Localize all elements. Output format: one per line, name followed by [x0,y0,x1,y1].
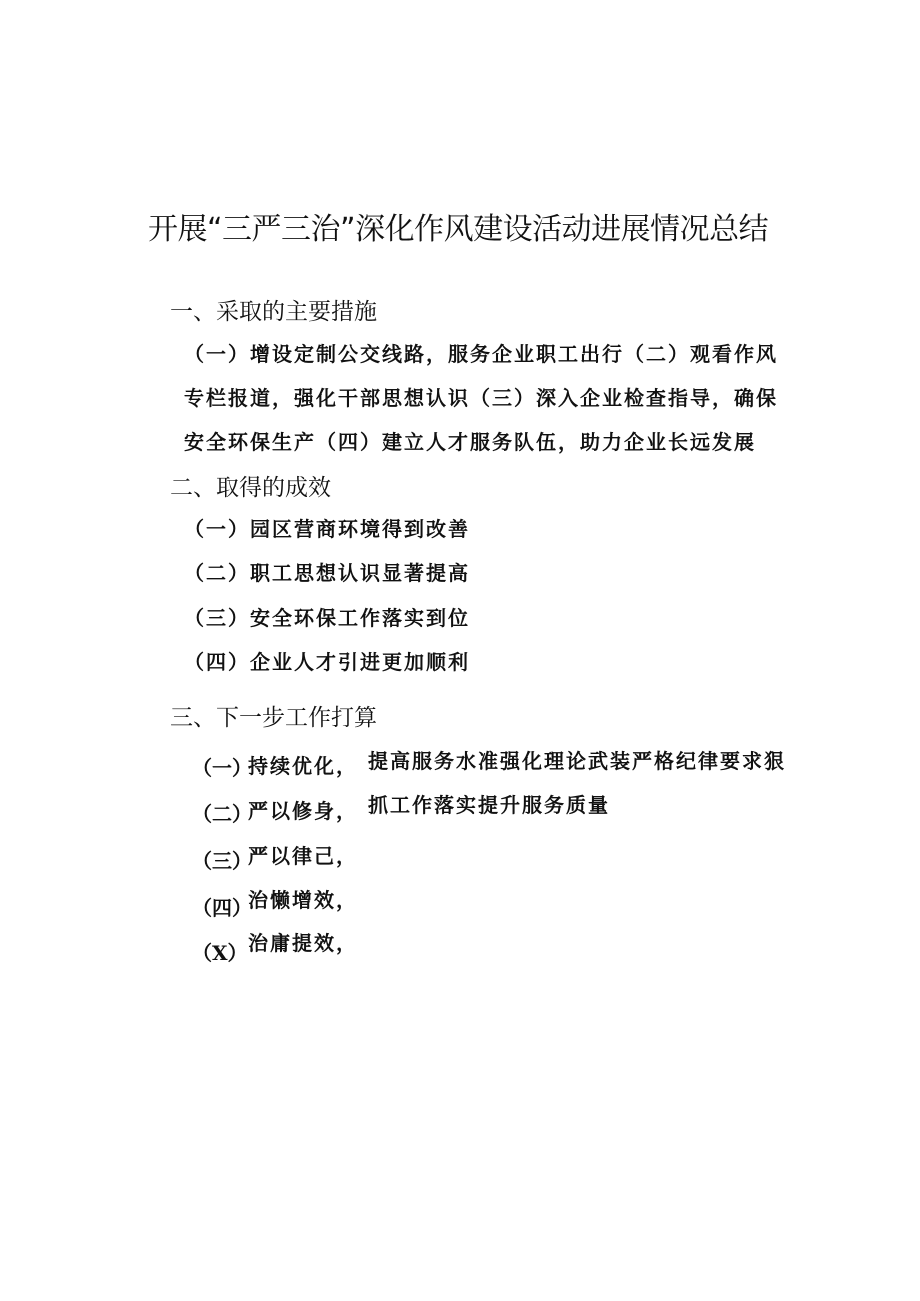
section3-marker: （三） [192,849,252,873]
section2-item: （一）园区营商环境得到改善 [184,517,470,541]
section3-extra-line: 抓工作落实提升服务质量 [368,793,610,817]
section3-phrase: 治懒增效， [248,888,358,912]
section3-phrase: 严以律己， [248,844,358,868]
section3-phrase: 持续优化， [248,754,358,778]
section3-phrase: 治庸提效， [248,931,358,955]
section2-heading: 二、取得的成效 [170,475,331,501]
section1-line: 专栏报道，强化干部思想认识（三）深入企业检查指导，确保 [184,386,778,410]
section3-marker: （一） [192,756,252,780]
section2-item: （三）安全环保工作落实到位 [184,606,470,630]
section2-item: （二）职工思想认识显著提高 [184,561,470,585]
section3-marker: （二） [192,802,252,826]
section1-heading: 一、采取的主要措施 [170,299,377,325]
section3-phrase: 严以修身， [248,799,358,823]
section1-paragraph [184,332,824,464]
section3-heading: 三、下一步工作打算 [170,705,377,731]
document-title: 开展“三严三治”深化作风建设活动进展情况总结 [148,212,769,247]
section3-marker: （X） [192,941,248,965]
section3-marker: （四） [192,896,252,920]
section2-item: （四）企业人才引进更加顺利 [184,650,470,674]
section1-line: 安全环保生产（四）建立人才服务队伍，助力企业长远发展 [184,430,756,454]
section3-extra-line: 提高服务水准强化理论武装严格纪律要求狠 [368,749,786,773]
section1-line: （一）增设定制公交线路，服务企业职工出行（二）观看作风 [184,342,778,366]
